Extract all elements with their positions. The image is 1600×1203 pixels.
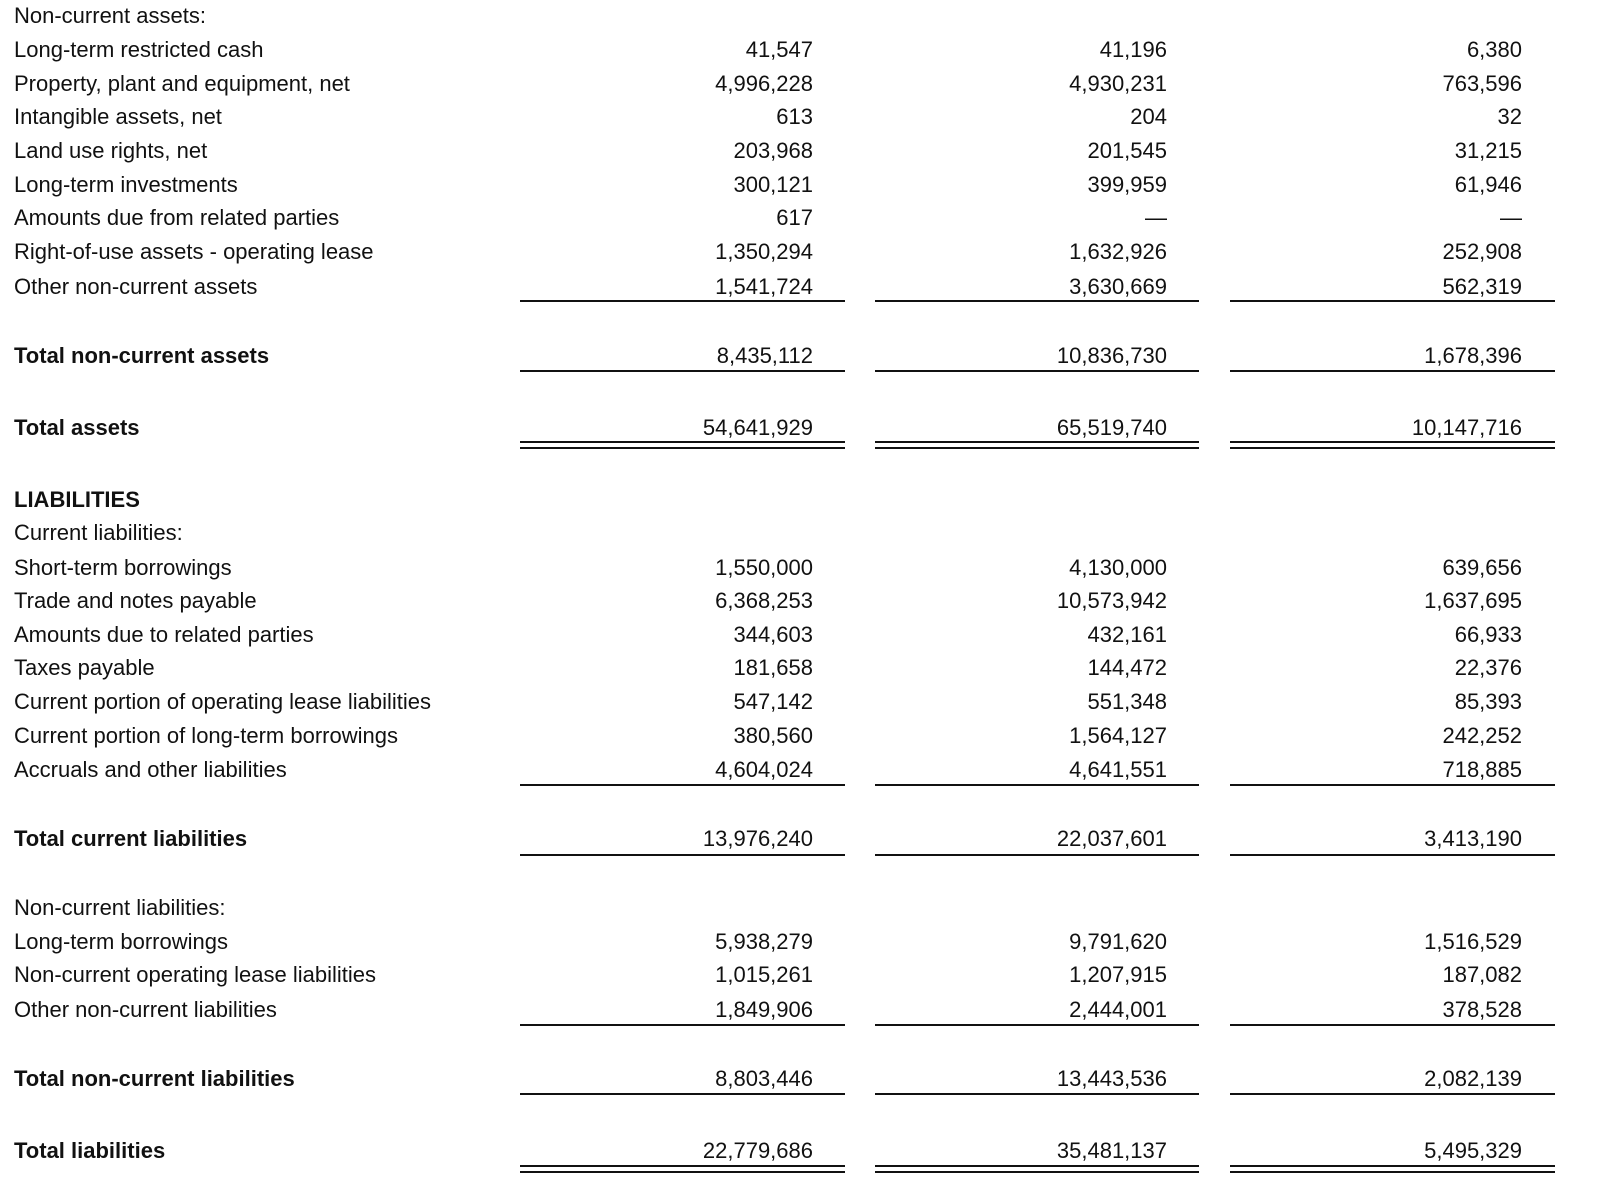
value-col-2: 144,472 <box>1087 655 1167 680</box>
single-underline <box>1230 1093 1555 1095</box>
section-heading: Non-current assets: <box>14 3 206 28</box>
single-underline <box>875 854 1199 856</box>
value-col-2: 432,161 <box>1087 622 1167 647</box>
value-col-1: 547,142 <box>733 689 813 714</box>
single-underline <box>1230 1024 1555 1026</box>
value-col-3: 1,637,695 <box>1424 588 1522 613</box>
double-underline <box>520 447 845 449</box>
value-col-1: 1,541,724 <box>715 274 813 299</box>
section-heading: Non-current liabilities: <box>14 895 226 920</box>
total-value-col-2: 65,519,740 <box>1056 415 1167 440</box>
value-col-3: 187,082 <box>1442 962 1522 987</box>
total-value-col-1: 8,435,112 <box>716 343 813 368</box>
row-label: Property, plant and equipment, net <box>14 71 350 96</box>
single-underline <box>520 784 845 786</box>
single-underline <box>520 370 845 372</box>
row-label: Long-term borrowings <box>14 929 228 954</box>
value-col-3: 32 <box>1497 104 1522 129</box>
value-col-1: 1,550,000 <box>715 555 813 580</box>
single-underline <box>875 1093 1199 1095</box>
value-col-3: 252,908 <box>1442 239 1522 264</box>
total-row-label: Total liabilities <box>14 1138 166 1163</box>
single-underline <box>875 300 1199 302</box>
double-underline <box>875 1171 1199 1173</box>
single-underline <box>875 784 1199 786</box>
value-col-3: 718,885 <box>1442 757 1522 782</box>
value-col-1: 300,121 <box>733 172 813 197</box>
value-col-1: 203,968 <box>733 138 813 163</box>
double-underline <box>1230 447 1555 449</box>
row-label: Current portion of long-term borrowings <box>14 723 398 748</box>
total-row-label: Total current liabilities <box>14 826 248 851</box>
value-col-3: 22,376 <box>1454 655 1522 680</box>
value-col-1: 380,560 <box>733 723 813 748</box>
double-underline <box>875 1165 1199 1167</box>
value-col-2: 1,564,127 <box>1069 723 1167 748</box>
total-value-col-3: 5,495,329 <box>1424 1138 1522 1163</box>
value-col-2: 4,641,551 <box>1069 757 1167 782</box>
value-col-1: 617 <box>776 205 813 230</box>
double-underline <box>520 1171 845 1173</box>
value-col-2: — <box>1145 205 1167 230</box>
total-value-col-2: 22,037,601 <box>1056 826 1167 851</box>
value-col-1: 1,350,294 <box>715 239 813 264</box>
single-underline <box>1230 300 1555 302</box>
total-value-col-1: 54,641,929 <box>702 415 813 440</box>
single-underline <box>1230 370 1555 372</box>
value-col-2: 10,573,942 <box>1056 588 1167 613</box>
value-col-3: 763,596 <box>1442 71 1522 96</box>
total-value-col-2: 35,481,137 <box>1056 1138 1167 1163</box>
double-underline <box>520 1165 845 1167</box>
value-col-1: 6,368,253 <box>715 588 813 613</box>
double-underline <box>875 441 1199 443</box>
value-col-3: 85,393 <box>1454 689 1522 714</box>
value-col-2: 41,196 <box>1099 37 1167 62</box>
row-label: Other non-current assets <box>14 274 258 299</box>
value-col-3: 562,319 <box>1442 274 1522 299</box>
single-underline <box>875 1024 1199 1026</box>
row-label: Amounts due to related parties <box>14 622 314 647</box>
value-col-1: 1,849,906 <box>715 997 813 1022</box>
row-label: Non-current operating lease liabilities <box>14 962 376 987</box>
value-col-3: 378,528 <box>1442 997 1522 1022</box>
value-col-1: 4,604,024 <box>715 757 813 782</box>
row-label: Other non-current liabilities <box>14 997 277 1022</box>
total-row-label: Total non-current assets <box>14 343 270 368</box>
double-underline <box>520 441 845 443</box>
total-value-col-2: 13,443,536 <box>1056 1066 1167 1091</box>
value-col-3: 61,946 <box>1454 172 1522 197</box>
section-heading: LIABILITIES <box>14 487 140 512</box>
value-col-2: 204 <box>1130 104 1167 129</box>
row-label: Amounts due from related parties <box>14 205 340 230</box>
double-underline <box>1230 441 1555 443</box>
single-underline <box>520 1024 845 1026</box>
double-underline <box>875 447 1199 449</box>
row-label: Short-term borrowings <box>14 555 232 580</box>
value-col-2: 399,959 <box>1087 172 1167 197</box>
total-value-col-1: 13,976,240 <box>702 826 813 851</box>
total-value-col-2: 10,836,730 <box>1056 343 1167 368</box>
value-col-1: 1,015,261 <box>715 962 813 987</box>
total-value-col-3: 10,147,716 <box>1411 415 1522 440</box>
single-underline <box>875 370 1199 372</box>
single-underline <box>520 300 845 302</box>
total-value-col-3: 3,413,190 <box>1424 826 1522 851</box>
single-underline <box>1230 854 1555 856</box>
value-col-3: — <box>1500 205 1522 230</box>
row-label: Accruals and other liabilities <box>14 757 287 782</box>
row-label: Long-term restricted cash <box>14 37 264 62</box>
value-col-3: 66,933 <box>1454 622 1522 647</box>
value-col-1: 344,603 <box>733 622 813 647</box>
value-col-1: 181,658 <box>733 655 813 680</box>
total-value-col-1: 22,779,686 <box>702 1138 813 1163</box>
single-underline <box>1230 784 1555 786</box>
row-label: Long-term investments <box>14 172 238 197</box>
value-col-1: 41,547 <box>745 37 813 62</box>
row-label: Taxes payable <box>14 655 155 680</box>
value-col-3: 31,215 <box>1454 138 1522 163</box>
row-label: Right-of-use assets - operating lease <box>14 239 374 264</box>
value-col-2: 551,348 <box>1087 689 1167 714</box>
value-col-3: 1,516,529 <box>1424 929 1522 954</box>
value-col-2: 1,632,926 <box>1069 239 1167 264</box>
value-col-2: 201,545 <box>1087 138 1167 163</box>
total-row-label: Total non-current liabilities <box>14 1066 295 1091</box>
single-underline <box>520 854 845 856</box>
value-col-2: 2,444,001 <box>1069 997 1167 1022</box>
value-col-2: 9,791,620 <box>1069 929 1167 954</box>
value-col-2: 4,130,000 <box>1069 555 1167 580</box>
single-underline <box>520 1093 845 1095</box>
value-col-2: 3,630,669 <box>1069 274 1167 299</box>
value-col-1: 613 <box>776 104 813 129</box>
value-col-3: 242,252 <box>1442 723 1522 748</box>
value-col-1: 5,938,279 <box>715 929 813 954</box>
total-value-col-1: 8,803,446 <box>715 1066 813 1091</box>
row-label: Trade and notes payable <box>14 588 257 613</box>
value-col-2: 4,930,231 <box>1069 71 1167 96</box>
total-row-label: Total assets <box>14 415 140 440</box>
double-underline <box>1230 1171 1555 1173</box>
value-col-1: 4,996,228 <box>715 71 813 96</box>
total-value-col-3: 2,082,139 <box>1424 1066 1522 1091</box>
row-label: Intangible assets, net <box>14 104 222 129</box>
total-value-col-3: 1,678,396 <box>1424 343 1522 368</box>
row-label: Land use rights, net <box>14 138 208 163</box>
section-heading: Current liabilities: <box>14 520 183 545</box>
value-col-3: 639,656 <box>1442 555 1522 580</box>
double-underline <box>1230 1165 1555 1167</box>
value-col-2: 1,207,915 <box>1069 962 1167 987</box>
value-col-3: 6,380 <box>1466 37 1522 62</box>
row-label: Current portion of operating lease liabilities <box>14 689 432 714</box>
